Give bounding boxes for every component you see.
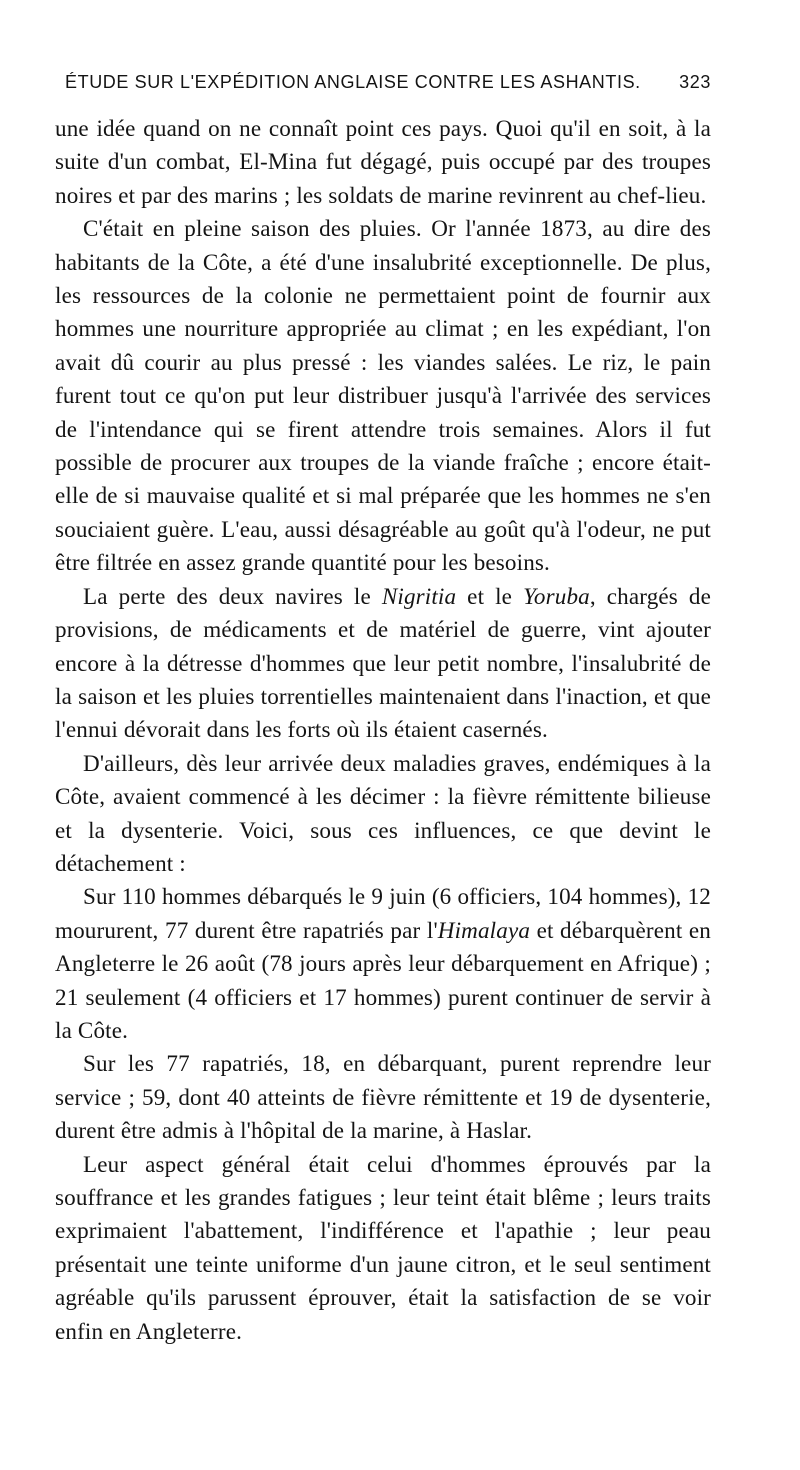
text-run: D'ailleurs, dès leur arrivée deux maladies graves, endémiques à la Côte, avaient commencé à les décimer : la fièvre rémittente bilieuse et la dysenterie. Voici, sous ces influences, ce que devint le détachement :: [55, 749, 711, 876]
paragraph: [55, 1148, 711, 1348]
text-run: et débarquèrent en Angleterre le 26 août (78 jours après leur débarquement en Afrique) ; 21 seulement (4 officiers et 17 hommes) purent continuer de servir à la Côte.: [55, 916, 712, 1043]
text-run: Sur 110 hommes débarqués le 9 juin (6 officiers, 104 hommes), 12 moururent, 77 durent être rapatriés par l': [55, 883, 711, 943]
running-title: ÉTUDE SUR L'EXPÉDITION ANGLAISE CONTRE LES ASHANTIS.: [65, 72, 641, 92]
italic-text: Yoruba: [523, 582, 590, 609]
paragraph: [55, 747, 711, 881]
paragraph: [55, 212, 711, 579]
text-run: Sur les 77 rapatriés, 18, en débarquant, purent reprendre leur service ; 59, dont 40 atteints de fièvre rémittente et 19 de dysenterie, durent être admis à l'hôpital de la marine, à Haslar.: [55, 1050, 711, 1144]
book-page: [55, 72, 711, 1348]
text-run: La perte des deux navires le: [83, 582, 382, 609]
italic-text: Nigritia: [381, 582, 457, 609]
text-run: , chargés de provisions, de médicaments et de matériel de guerre, vint ajouter encore à la détresse d'hommes que leur petit nombre, l'insalubrité de la saison et les pluies torrentielles maintenaient dans l'inaction, et que l'ennui dévorait dans les forts où ils étaient casernés.: [55, 582, 711, 743]
text-run: Leur aspect général était celui d'hommes éprouvés par la souffrance et les grandes fatigues ; leur teint était blême ; leurs traits exprimaient l'abattement, l'indifférence et l'apathie ; leur peau présentait une teinte uniforme d'un jaune citron, et le seul sentiment agréable qu'ils parussent éprouver, était la satisfaction de se voir enfin en Angleterre.: [55, 1150, 711, 1344]
paragraph: [55, 112, 711, 212]
paragraph: [55, 580, 711, 747]
paragraph: [55, 1047, 711, 1147]
page-number: 323: [679, 72, 711, 92]
paragraph: [55, 880, 711, 1047]
text-run: une idée quand on ne connaît point ces pays. Quoi qu'il en soit, à la suite d'un combat, El-Mina fut dégagé, puis occupé par des troupes noires et par des marins ; les soldats de marine revinrent au chef-lieu.: [55, 115, 711, 208]
body-text: [55, 112, 711, 1348]
italic-text: Himalaya: [437, 916, 531, 943]
text-run: et le: [456, 582, 524, 609]
running-head: [65, 72, 711, 106]
text-run: C'était en pleine saison des pluies. Or l'année 1873, au dire des habitants de la Côte, a été d'une insalubrité exceptionnelle. De plus, les ressources de la colonie ne permettaient point de fournir aux hommes une nourriture appropriée au climat ; en les expédiant, l'on avait dû courir au plus pressé : les viandes salées. Le riz, le pain furent tout ce qu'on put leur distribuer jusqu'à l'arrivée des services de l'intendance qui se firent attendre trois semaines. Alors il fut possible de procurer aux troupes de la viande fraîche ; encore était-elle de si mauvaise qualité et si mal préparée que les hommes ne s'en souciaient guère. L'eau, aussi désagréable au goût qu'à l'odeur, ne put être filtrée en assez grande quantité pour les besoins.: [55, 215, 711, 576]
